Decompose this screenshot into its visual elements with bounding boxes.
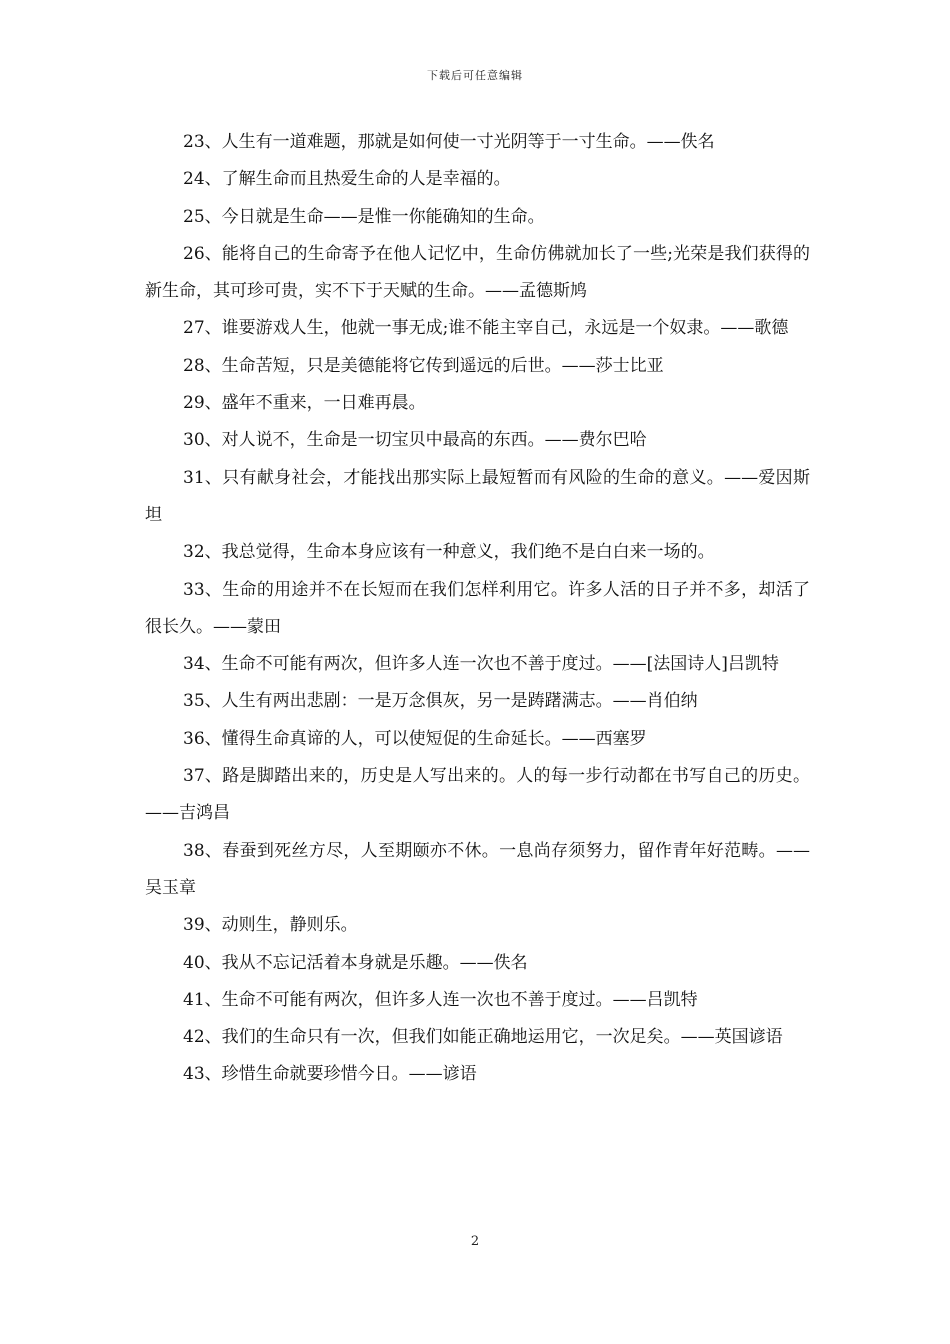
- quote-34: 34、生命不可能有两次，但许多人连一次也不善于度过。——[法国诗人]吕凯特: [183, 654, 779, 675]
- quote-25: 25、今日就是生命——是惟一你能确知的生命。: [183, 206, 545, 227]
- quote-38: 38、春蚕到死丝方尽，人至期颐亦不休。一息尚存须努力，留作青年好范畴。——吴玉章: [145, 840, 810, 898]
- quote-27: 27、谁要游戏人生，他就一事无成;谁不能主宰自己，永远是一个奴隶。——歌德: [183, 318, 789, 339]
- page-header: 下载后可任意编辑: [427, 69, 523, 82]
- quote-37: 37、路是脚踏出来的，历史是人写出来的。人的每一步行动都在书写自己的历史。——吉鸿昌: [145, 766, 810, 824]
- quote-33: 33、生命的用途并不在长短而在我们怎样利用它。许多人活的日子并不多，却活了很长久。——蒙田: [145, 579, 810, 637]
- quote-24: 24、了解生命而且热爱生命的人是幸福的。: [183, 169, 511, 190]
- quote-list: [145, 124, 810, 1094]
- quote-28: 28、生命苦短，只是美德能将它传到遥远的后世。——莎士比亚: [183, 355, 664, 376]
- quote-30: 30、对人说不，生命是一切宝贝中最高的东西。——费尔巴哈: [183, 430, 647, 451]
- quote-40: 40、我从不忘记活着本身就是乐趣。——佚名: [183, 952, 528, 973]
- quote-32: 32、我总觉得，生命本身应该有一种意义，我们绝不是白白来一场的。: [183, 542, 715, 563]
- quote-31: 31、只有献身社会，才能找出那实际上最短暂而有风险的生命的意义。——爱因斯坦: [145, 467, 810, 525]
- quote-29: 29、盛年不重来，一日难再晨。: [183, 393, 426, 414]
- quote-43: 43、珍惜生命就要珍惜今日。——谚语: [183, 1064, 477, 1085]
- quote-41: 41、生命不可能有两次，但许多人连一次也不善于度过。——吕凯特: [183, 989, 698, 1010]
- quote-35: 35、人生有两出悲剧：一是万念俱灰，另一是踌躇满志。——肖伯纳: [183, 691, 698, 712]
- quote-39: 39、动则生，静则乐。: [183, 915, 358, 936]
- quote-26: 26、能将自己的生命寄予在他人记忆中，生命仿佛就加长了一些;光荣是我们获得的新生命，其可珍可贵，实不下于天赋的生命。——孟德斯鸠: [145, 243, 810, 302]
- quote-36: 36、懂得生命真谛的人，可以使短促的生命延长。——西塞罗: [183, 728, 647, 749]
- quote-42: 42、我们的生命只有一次，但我们如能正确地运用它，一次足矣。——英国谚语: [183, 1027, 783, 1048]
- quote-23: 23、人生有一道难题，那就是如何使一寸光阴等于一寸生命。——佚名: [183, 132, 715, 152]
- page-number: 2: [470, 1234, 480, 1249]
